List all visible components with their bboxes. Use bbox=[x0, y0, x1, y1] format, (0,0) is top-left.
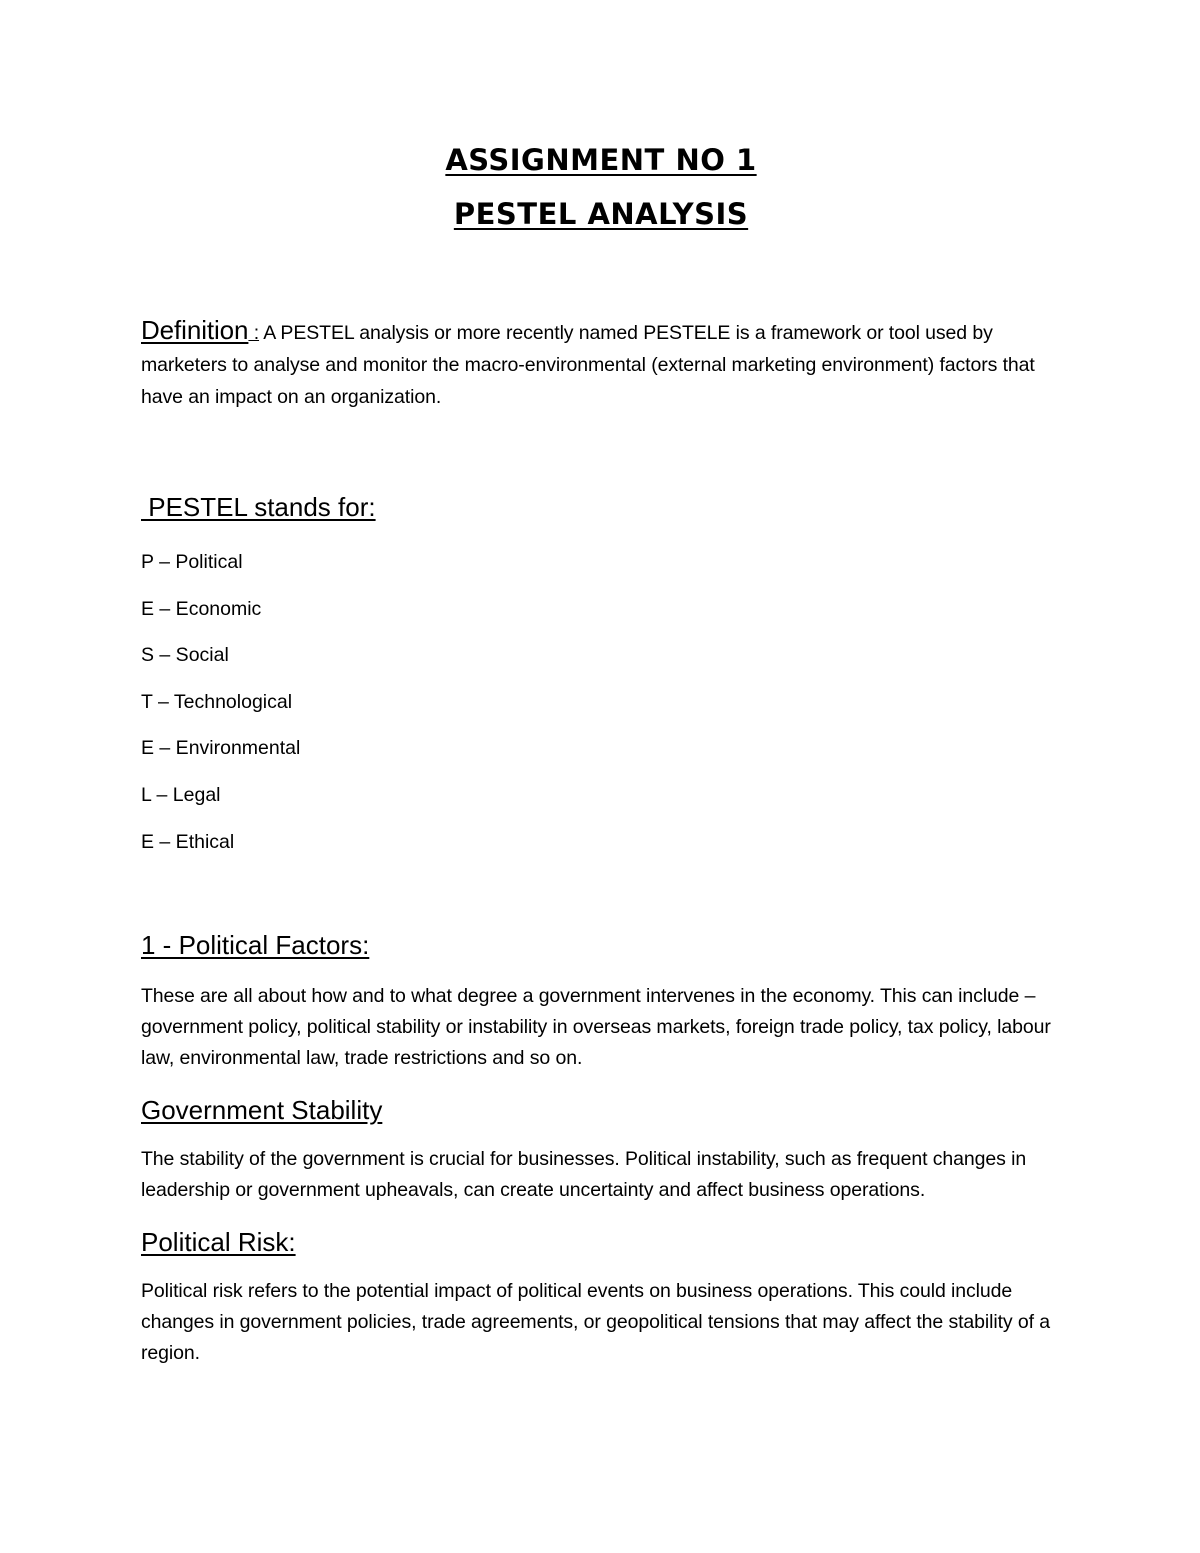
political-factors-text: These are all about how and to what degree a government intervenes in the economy. This can include – government policy, political stability or instability in overseas markets, foreign trade policy, tax policy, labour law, environmental law, trade restrictions and so on. bbox=[141, 985, 1051, 1070]
assignment-title: ASSIGNMENT NO 1 bbox=[445, 143, 757, 177]
definition-colon: : bbox=[248, 322, 260, 344]
stands-heading: PESTEL stands for: bbox=[141, 492, 376, 522]
list-item: E – Economic bbox=[141, 597, 262, 620]
list-item: P – Political bbox=[141, 551, 243, 573]
definition-paragraph bbox=[141, 314, 1061, 413]
pestel-title: PESTEL ANALYSIS bbox=[453, 197, 749, 231]
government-stability-text: The stability of the government is crucial for businesses. Political instability, such as frequent changes in leadership or government upheavals, can create uncertainty and affect business operations. bbox=[141, 1148, 1027, 1202]
list-item: E – Environmental bbox=[141, 737, 301, 760]
political-factors-heading: 1 - Political Factors: bbox=[141, 930, 370, 961]
government-stability-heading: Government Stability bbox=[141, 1095, 383, 1126]
list-item: L – Legal bbox=[141, 783, 221, 806]
political-risk-text: Political risk refers to the potential impact of political events on business operations. This could include changes in government policies, trade agreements, or geopolitical tensions that may affect the stability of a region. bbox=[141, 1280, 1051, 1365]
list-item: T – Technological bbox=[141, 690, 293, 713]
list-item: E – Ethical bbox=[141, 830, 235, 853]
document-content bbox=[141, 140, 1061, 1369]
definition-label: Definition bbox=[141, 315, 249, 345]
definition-text: A PESTEL analysis or more recently named PESTELE is a framework or tool used by marketers to analyse and monitor the macro-environmental (external marketing environment) factors that have an impact on an organization. bbox=[141, 322, 1035, 408]
political-risk-heading: Political Risk: bbox=[141, 1227, 296, 1258]
pestel-list bbox=[141, 539, 1061, 865]
list-item: S – Social bbox=[141, 644, 229, 667]
